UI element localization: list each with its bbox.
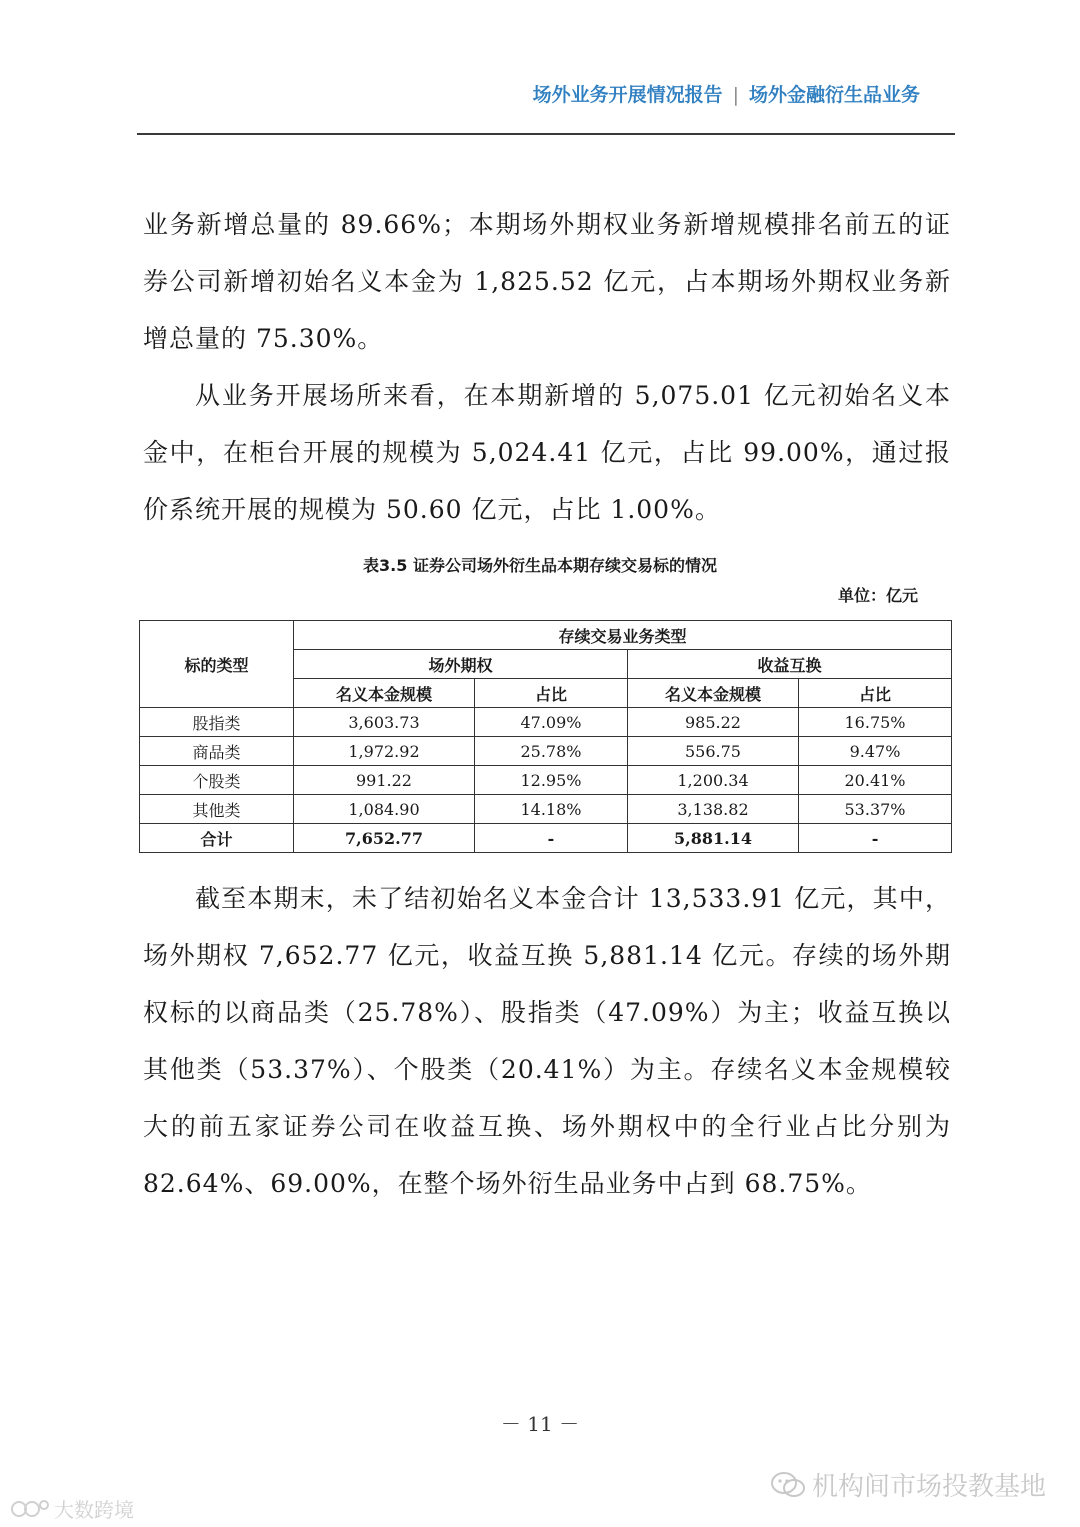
watermark-brand [10, 1494, 134, 1523]
total-swap-amount: 5,881.14 [628, 824, 799, 853]
brand-logo-icon [10, 1497, 50, 1521]
table-header-row [140, 621, 952, 650]
page-number: － 11 － [500, 1412, 580, 1436]
row-option-ratio: 12.95% [475, 766, 628, 795]
derivatives-table [139, 620, 952, 853]
row-swap-amount: 985.22 [628, 708, 799, 737]
header-swap-ratio: 占比 [799, 679, 952, 708]
row-option-amount: 3,603.73 [294, 708, 475, 737]
watermark-left-text: 大数跨境 [54, 1498, 134, 1522]
table-row [140, 737, 952, 766]
row-option-ratio: 47.09% [475, 708, 628, 737]
table-row [140, 766, 952, 795]
row-swap-amount: 3,138.82 [628, 795, 799, 824]
row-option-amount: 991.22 [294, 766, 475, 795]
row-swap-ratio: 53.37% [799, 795, 952, 824]
row-type: 个股类 [140, 766, 294, 795]
row-swap-ratio: 16.75% [799, 708, 952, 737]
row-type: 其他类 [140, 795, 294, 824]
header-swap-notional: 名义本金规模 [628, 679, 799, 708]
table-total-row [140, 824, 952, 853]
total-swap-ratio: - [799, 824, 952, 853]
row-option-ratio: 14.18% [475, 795, 628, 824]
total-option-amount: 7,652.77 [294, 824, 475, 853]
total-label: 合计 [140, 824, 294, 853]
row-swap-amount: 1,200.34 [628, 766, 799, 795]
row-swap-amount: 556.75 [628, 737, 799, 766]
header-report-title: 场外业务开展情况报告 [532, 84, 723, 106]
header-underlying-type: 标的类型 [140, 621, 294, 708]
row-option-ratio: 25.78% [475, 737, 628, 766]
watermark-wechat [770, 1466, 1046, 1503]
header-separator: | [732, 84, 739, 106]
table-row [140, 795, 952, 824]
header-option-notional: 名义本金规模 [294, 679, 475, 708]
row-type: 股指类 [140, 708, 294, 737]
header-section-title: 场外金融衍生品业务 [748, 84, 920, 106]
watermark-right-text: 机构间市场投教基地 [812, 1472, 1047, 1502]
row-swap-ratio: 20.41% [799, 766, 952, 795]
header-return-swap: 收益互换 [628, 650, 952, 679]
row-type: 商品类 [140, 737, 294, 766]
paragraph-2: 从业务开展场所来看，在本期新增的 5,075.01 亿元初始名义本金中，在柜台开展的规模为 5,024.41 亿元，占比 99.00%，通过报价系统开展的规模为 50.60 亿元，占比 1.00%。 [143, 381, 951, 524]
table-title: 表3.5 证券公司场外衍生品本期存续交易标的情况 [363, 556, 717, 575]
row-option-amount: 1,972.92 [294, 737, 475, 766]
header-business-type: 存续交易业务类型 [294, 621, 952, 650]
paragraph-3: 截至本期末，未了结初始名义本金合计 13,533.91 亿元，其中，场外期权 7,652.77 亿元，收益互换 5,881.14 亿元。存续的场外期权标的以商品类（25.78%）、股指类（47.09%）为主；收益互换以其他类（53.37%）、个股类（20.41%）为主。存续名义本金规模较大的前五家证券公司在收益互换、场外期权中的全行业占比分别为 82.64%、69.00%，在整个场外衍生品业务中占到 68.75%。 [143, 884, 951, 1198]
table-unit: 单位：亿元 [837, 586, 918, 605]
paragraph-1: 业务新增总量的 89.66%；本期场外期权业务新增规模排名前五的证券公司新增初始名义本金为 1,825.52 亿元，占本期场外期权业务新增总量的 75.30%。 [143, 210, 951, 353]
running-header [0, 80, 920, 107]
table-row [140, 708, 952, 737]
header-rule [137, 133, 955, 135]
wechat-icon [770, 1471, 806, 1499]
row-option-amount: 1,084.90 [294, 795, 475, 824]
total-option-ratio: - [475, 824, 628, 853]
header-option-ratio: 占比 [475, 679, 628, 708]
header-otc-option: 场外期权 [294, 650, 628, 679]
row-swap-ratio: 9.47% [799, 737, 952, 766]
